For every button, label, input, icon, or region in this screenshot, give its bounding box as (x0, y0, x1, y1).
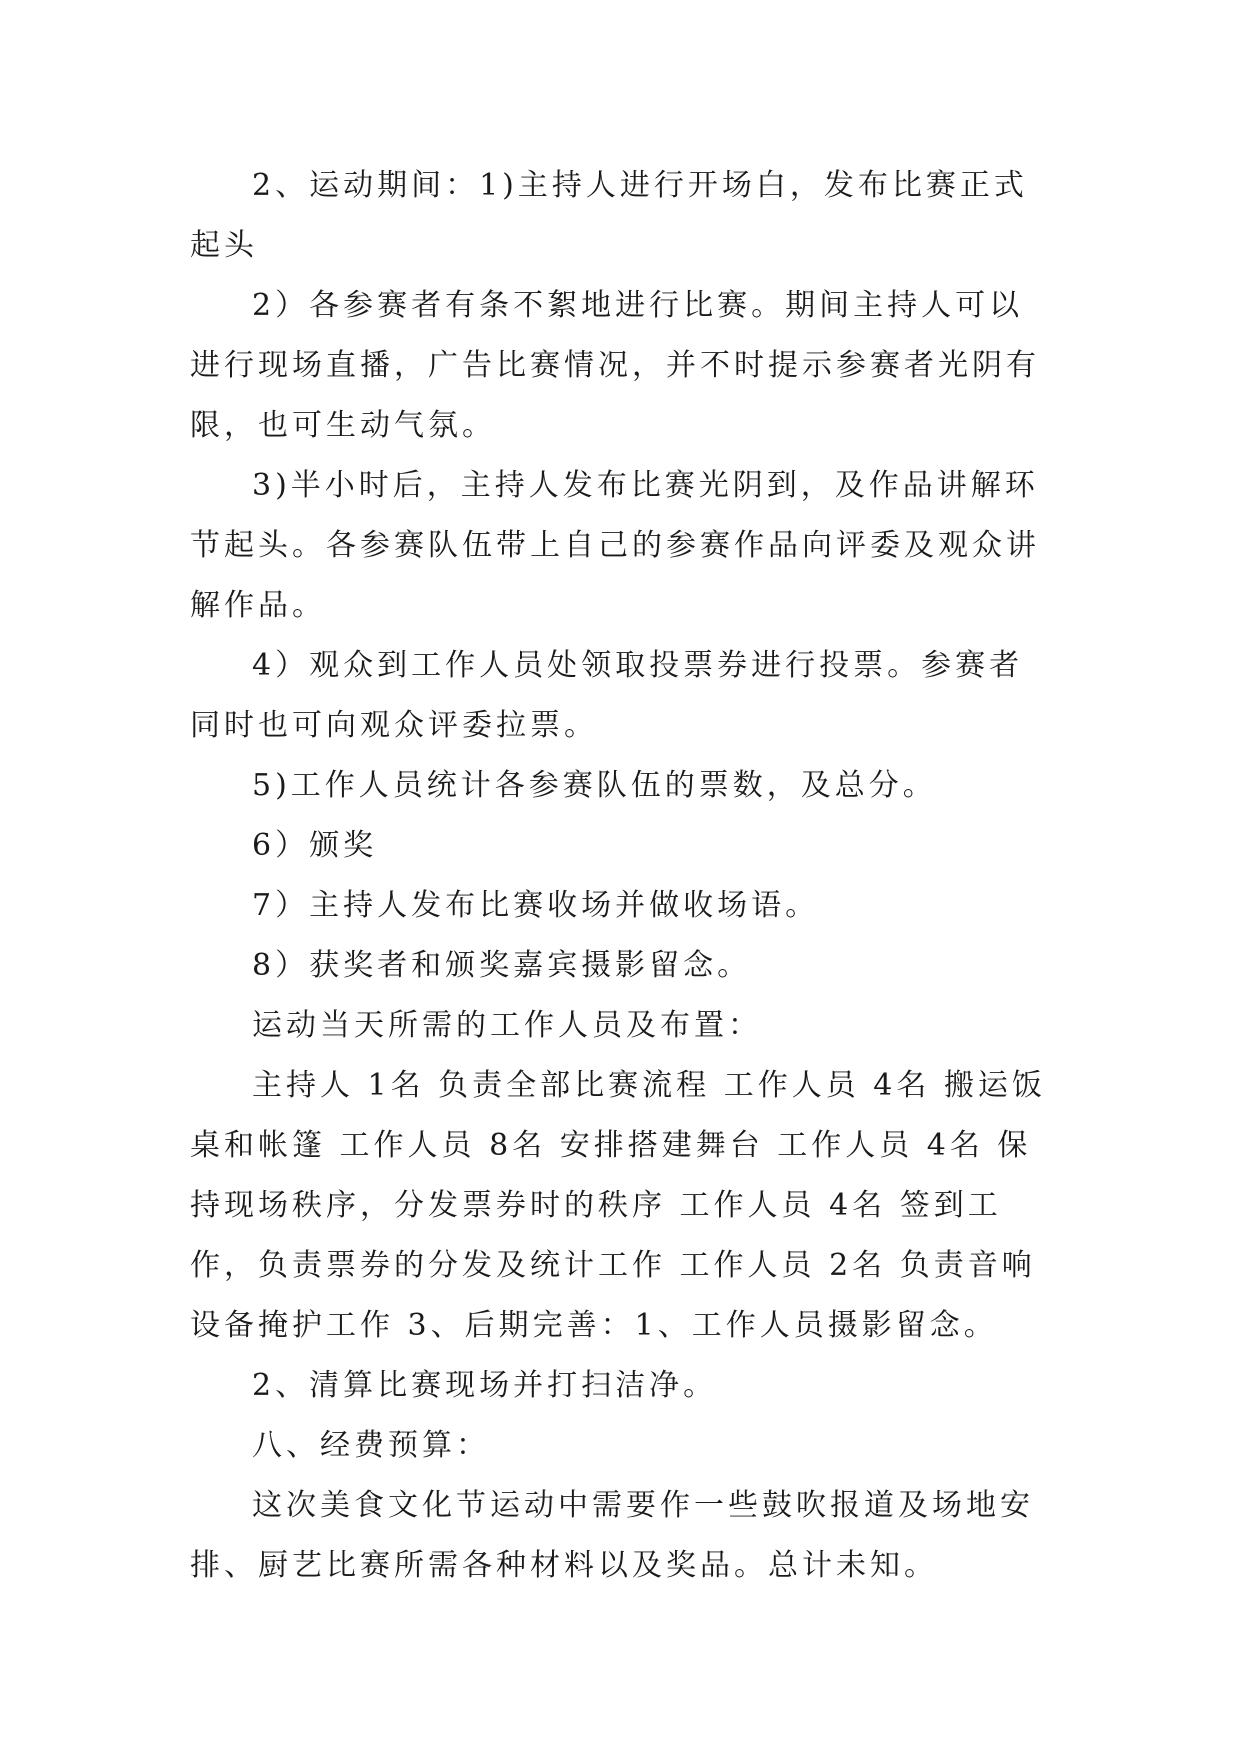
paragraph-audience-voting: 4）观众到工作人员处领取投票券进行投票。参赛者同时也可向观众评委拉票。 (190, 648, 1024, 743)
paragraph-presentation-stage: 3)半小时后，主持人发布比赛光阴到，及作品讲解环节起头。各参赛队伍带上自己的参赛作品向评委及观众讲解作品。 (190, 468, 1040, 623)
document-body (190, 156, 1050, 1596)
paragraph-activity-period: 2、运动期间：1)主持人进行开场白，发布比赛正式起头 (190, 168, 1028, 263)
paragraph-photo: 8）获奖者和颁奖嘉宾摄影留念。 (252, 948, 752, 983)
paragraph-budget: 这次美食文化节运动中需要作一些鼓吹报道及场地安排、厨艺比赛所需各种材料以及奖品。总计未知。 (190, 1488, 1034, 1583)
paragraph-cleanup: 2、清算比赛现场并打扫洁净。 (252, 1368, 718, 1403)
paragraph-awards: 6）颁奖 (252, 828, 378, 863)
paragraph-staff-details: 主持人 1名 负责全部比赛流程 工作人员 4名 搬运饭桌和帐篷 工作人员 8名 安排搭建舞台 工作人员 4名 保持现场秩序，分发票券时的秩序 工作人员 4名 签到工作，负责票券的分发及统计工作 工作人员 2名 负责音响设备掩护工作 3、后期完善：1、工作人员摄影留念。 (190, 1068, 1046, 1343)
section-heading-budget: 八、经费预算： (252, 1428, 490, 1463)
paragraph-competition-progress: 2）各参赛者有条不絮地进行比赛。期间主持人可以进行现场直播，广告比赛情况，并不时提示参赛者光阴有限，也可生动气氛。 (190, 288, 1040, 443)
paragraph-vote-count: 5)工作人员统计各参赛队伍的票数，及总分。 (252, 768, 937, 803)
paragraph-closing: 7）主持人发布比赛收场并做收场语。 (252, 888, 820, 923)
paragraph-staff-heading: 运动当天所需的工作人员及布置： (252, 1008, 762, 1043)
